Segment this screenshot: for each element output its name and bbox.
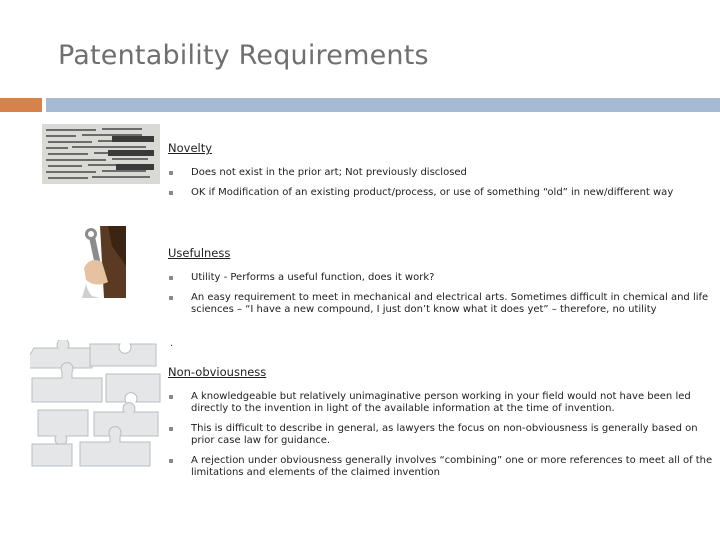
dictionary-page-image — [42, 124, 160, 184]
bullet-list — [168, 272, 714, 316]
stray-mark: . — [170, 338, 174, 349]
puzzle-pieces-image — [30, 340, 164, 470]
square-bullet-icon — [169, 191, 173, 195]
list-item — [168, 423, 714, 447]
bullet-text: This is difficult to describe in general, as lawyers the focus on non-obviousness is generally based on prior case law for guidance. — [191, 423, 698, 446]
square-bullet-icon — [169, 395, 173, 399]
bullet-text: Does not exist in the prior art; Not previously disclosed — [191, 167, 467, 178]
section-heading: Novelty — [168, 141, 213, 155]
non-obviousness-section — [168, 365, 714, 487]
square-bullet-icon — [169, 276, 173, 280]
accent-band — [0, 98, 42, 112]
list-item — [168, 391, 714, 415]
bullet-text: An easy requirement to meet in mechanical and electrical arts. Sometimes difficult in chemical and life sciences – “I have a new compound, I just don’t know what it does yet” – therefore, no utility — [191, 292, 709, 315]
section-heading: Usefulness — [168, 246, 231, 260]
square-bullet-icon — [169, 427, 173, 431]
hand-wrench-image — [78, 226, 126, 298]
slide-title: Patentability Requirements — [58, 40, 429, 71]
header-band — [46, 98, 720, 112]
list-item — [168, 167, 714, 179]
list-item — [168, 292, 714, 316]
bullet-list — [168, 167, 714, 199]
list-item — [168, 455, 714, 479]
square-bullet-icon — [169, 296, 173, 300]
section-heading: Non-obviousness — [168, 365, 267, 379]
list-item — [168, 272, 714, 284]
bullet-text: A knowledgeable but relatively unimaginative person working in your field would not have been led directly to the invention in light of the available information at the time of invention. — [191, 391, 691, 414]
bullet-text: A rejection under obviousness generally involves “combining” one or more references to meet all of the limitations and elements of the claimed invention — [191, 455, 713, 478]
bullet-text: OK if Modification of an existing product/process, or use of something “old” in new/different way — [191, 187, 674, 198]
usefulness-section — [168, 246, 714, 324]
square-bullet-icon — [169, 459, 173, 463]
bullet-text: Utility - Performs a useful function, does it work? — [191, 272, 435, 283]
square-bullet-icon — [169, 171, 173, 175]
bullet-list — [168, 391, 714, 479]
novelty-section — [168, 141, 714, 207]
list-item — [168, 187, 714, 199]
